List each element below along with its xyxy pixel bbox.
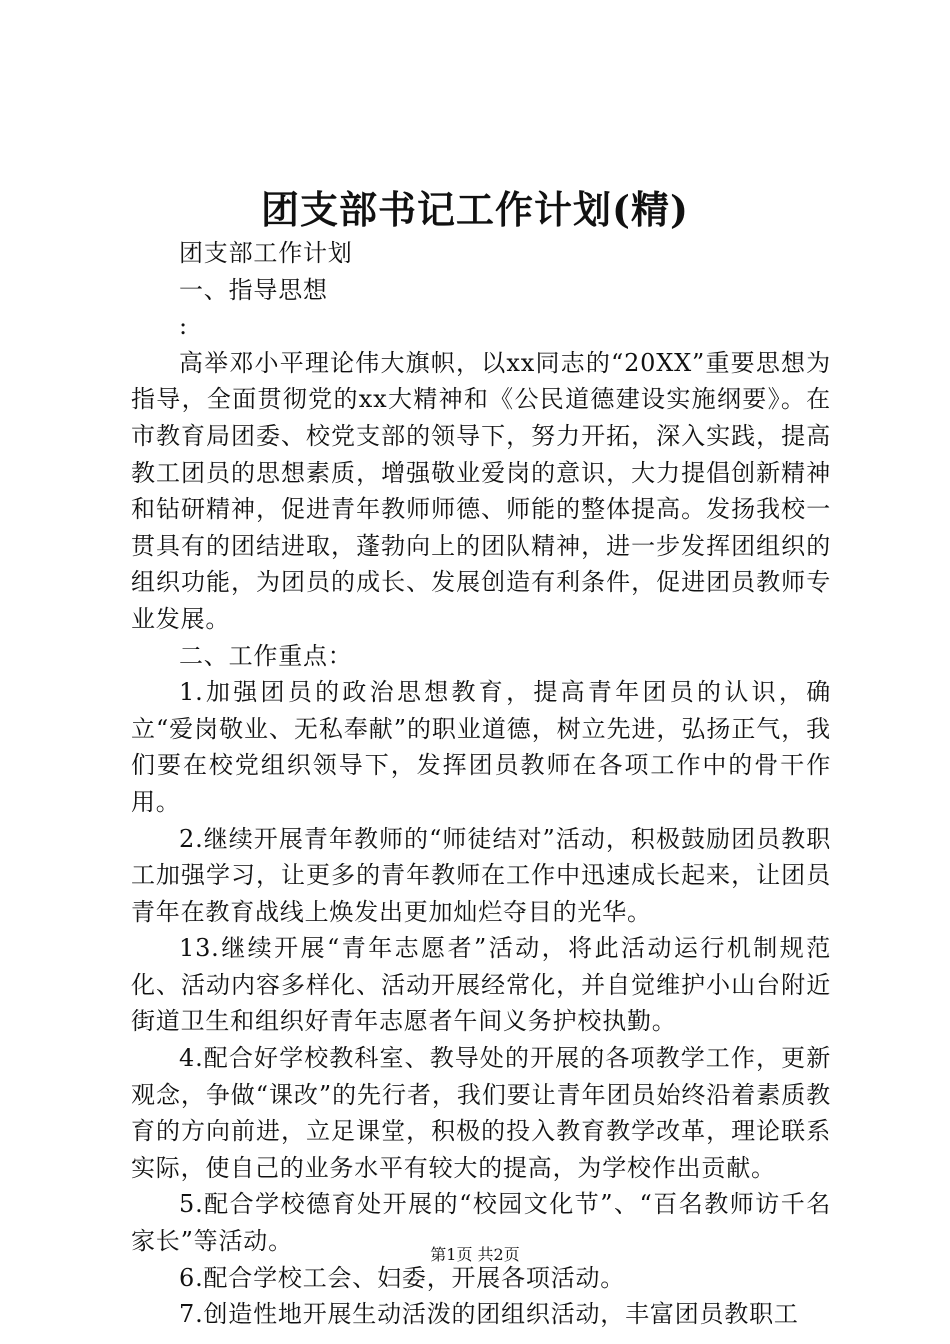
paragraph: 二、工作重点： (179, 641, 353, 670)
paragraph: 4.配合好学校教科室、教导处的开展的各项教学工作，更新观念，争做“课改”的先行者，我们要让青年团员始终沿着素质教育的方向前进，立足课堂，积极的投入教育教学改革，理论联系实际，使自己的业务水平有较大的提高，为学校作出贡献。 (131, 1044, 831, 1182)
paragraph: 一、指导思想 (179, 275, 328, 304)
paragraph: : (179, 312, 188, 341)
paragraph: 团支部工作计划 (179, 239, 353, 267)
paragraph: 1.加强团员的政治思想教育，提高青年团员的认识，确立“爱岗敬业、无私奉献”的职业道德，树立先进，弘扬正气，我们要在校党组织领导下，发挥团员教师在各项工作中的骨干作用。 (131, 678, 831, 816)
paragraph: 5.配合学校德育处开展的“校园文化节”、“百名教师访千名家长”等活动。 (131, 1190, 831, 1256)
paragraph: 13.继续开展“青年志愿者”活动，将此活动运行机制规范化、活动内容多样化、活动开展经常化，并自觉维护小山台附近街道卫生和组织好青年志愿者午间义务护校执勤。 (131, 934, 831, 1036)
paragraph: 高举邓小平理论伟大旗帜，以xx同志的“20XX”重要思想为指导，全面贯彻党的xx大精神和《公民道德建设实施纲要》。在市教育局团委、校党支部的领导下，努力开拓，深入实践，提高教工团员的思想素质，增强敬业爱岗的意识，大力提倡创新精神和钻研精神，促进青年教师师德、师能的整体提高。发扬我校一贯具有的团结进取，蓬勃向上的团队精神，进一步发挥团组织的组织功能，为团员的成长、发展创造有利条件，促进团员教师专业发展。 (131, 348, 831, 633)
document-body (131, 235, 831, 1333)
paragraph: 2.继续开展青年教师的“师徒结对”活动，积极鼓励团员教职工加强学习，让更多的青年教师在工作中迅速成长起来，让团员青年在教育战线上焕发出更加灿烂夺目的光华。 (131, 824, 831, 926)
document-title: 团支部书记工作计划(精) (261, 187, 689, 232)
paragraph: 7.创造性地开展生动活泼的团组织活动，丰富团员教职工 (179, 1300, 799, 1329)
paragraph: 6.配合学校工会、妇委，开展各项活动。 (179, 1263, 626, 1292)
page-footer: 第1页 共2页 (430, 1245, 520, 1264)
